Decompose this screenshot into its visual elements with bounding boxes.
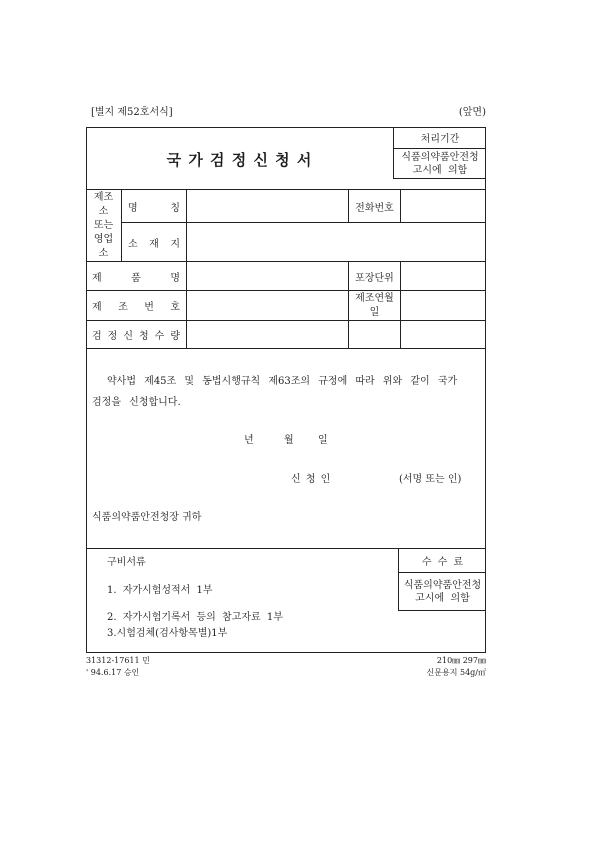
- facility-label-line: 영업: [93, 233, 114, 245]
- page-side: (앞면): [458, 107, 486, 118]
- facility-label: [86, 190, 122, 262]
- documents-section: [86, 549, 486, 652]
- address-label: 소 재 지: [128, 238, 180, 250]
- processing-period-value: [394, 149, 486, 178]
- phone-label: 전화번호: [355, 202, 394, 214]
- facility-label-line: 또는: [93, 219, 114, 231]
- manufacture-date-label-line: 제조연월: [355, 292, 394, 304]
- address-label-cell: [122, 223, 187, 262]
- statement-line: 검정을 신청합니다.: [92, 397, 181, 408]
- facility-label-line: 소: [98, 205, 109, 217]
- product-name-value-field: [187, 262, 349, 291]
- packaging-label: 포장단위: [355, 272, 394, 284]
- footer-paper-type: 신문용지 54g/㎡: [426, 668, 486, 677]
- packaging-value-field: [401, 262, 486, 291]
- form-title: 국 가 검 정 신 청 서: [166, 151, 313, 169]
- applicant-label: 신 청 인: [291, 474, 331, 485]
- date-year: 년: [244, 435, 254, 446]
- facility-label-line: 제조: [93, 191, 114, 203]
- processing-period-box: [393, 127, 486, 179]
- name-value-field: [187, 190, 349, 223]
- quantity-label-cell: [86, 321, 187, 349]
- required-document-item: 1. 자가시험성적서 1부: [107, 585, 213, 596]
- product-name-label: 제 품 명: [92, 272, 180, 284]
- product-name-label-cell: [86, 262, 187, 291]
- name-label: 명 칭: [128, 202, 180, 214]
- address-value-field: [187, 223, 486, 262]
- required-document-item: 2. 자가시험기록서 등의 참고자료 1부: [107, 612, 283, 623]
- phone-label-cell: [349, 190, 401, 223]
- processing-period-line: 식품의약품안전청: [401, 151, 479, 163]
- form-code: [별지 제52호서식]: [91, 107, 173, 118]
- fee-value-line: 고시에 의함: [415, 592, 470, 604]
- fee-value-line: 식품의약품안전청: [403, 579, 482, 591]
- footer-paper-size: 210㎜ 297㎜: [436, 656, 486, 665]
- statement-section: [86, 349, 486, 549]
- phone-value-field: [401, 190, 486, 223]
- footer-approval: ' 94.6.17 승인: [86, 668, 140, 677]
- lot-number-label-cell: [86, 291, 187, 321]
- quantity-label: 검 정 신 청 수 량: [92, 331, 180, 342]
- manufacture-date-label-line: 일: [369, 306, 380, 318]
- fee-value: [399, 573, 486, 610]
- manufacture-date-value-field: [401, 291, 486, 321]
- name-label-cell: [122, 190, 187, 223]
- fee-box: [398, 549, 486, 611]
- facility-label-line: 소: [98, 247, 109, 259]
- footer-form-id: 31312-17611 민: [86, 656, 150, 665]
- quantity-value-field: [187, 321, 349, 349]
- quantity-extra-cell: [401, 321, 486, 349]
- date-month: 월: [284, 435, 294, 446]
- quantity-extra-cell: [349, 321, 401, 349]
- required-document-item: 3.시험검체(검사항목별)1부: [107, 628, 228, 639]
- processing-period-label: 처리기간: [394, 127, 486, 149]
- addressee: 식품의약품안전청장 귀하: [92, 512, 202, 523]
- date-day: 일: [318, 435, 328, 446]
- packaging-label-cell: [349, 262, 401, 291]
- statement-line: 약사법 제45조 및 동법시행규칙 제63조의 규정에 따라 위와 같이 국가: [107, 376, 458, 387]
- signature-note: (서명 또는 인): [399, 474, 462, 485]
- processing-period-line: 고시에 의함: [412, 164, 468, 176]
- fee-label: 수 수 료: [399, 549, 486, 573]
- lot-number-value-field: [187, 291, 349, 321]
- manufacture-date-label-cell: [349, 291, 401, 321]
- required-documents-heading: 구비서류: [107, 557, 146, 568]
- lot-number-label: 제 조 번 호: [92, 302, 180, 313]
